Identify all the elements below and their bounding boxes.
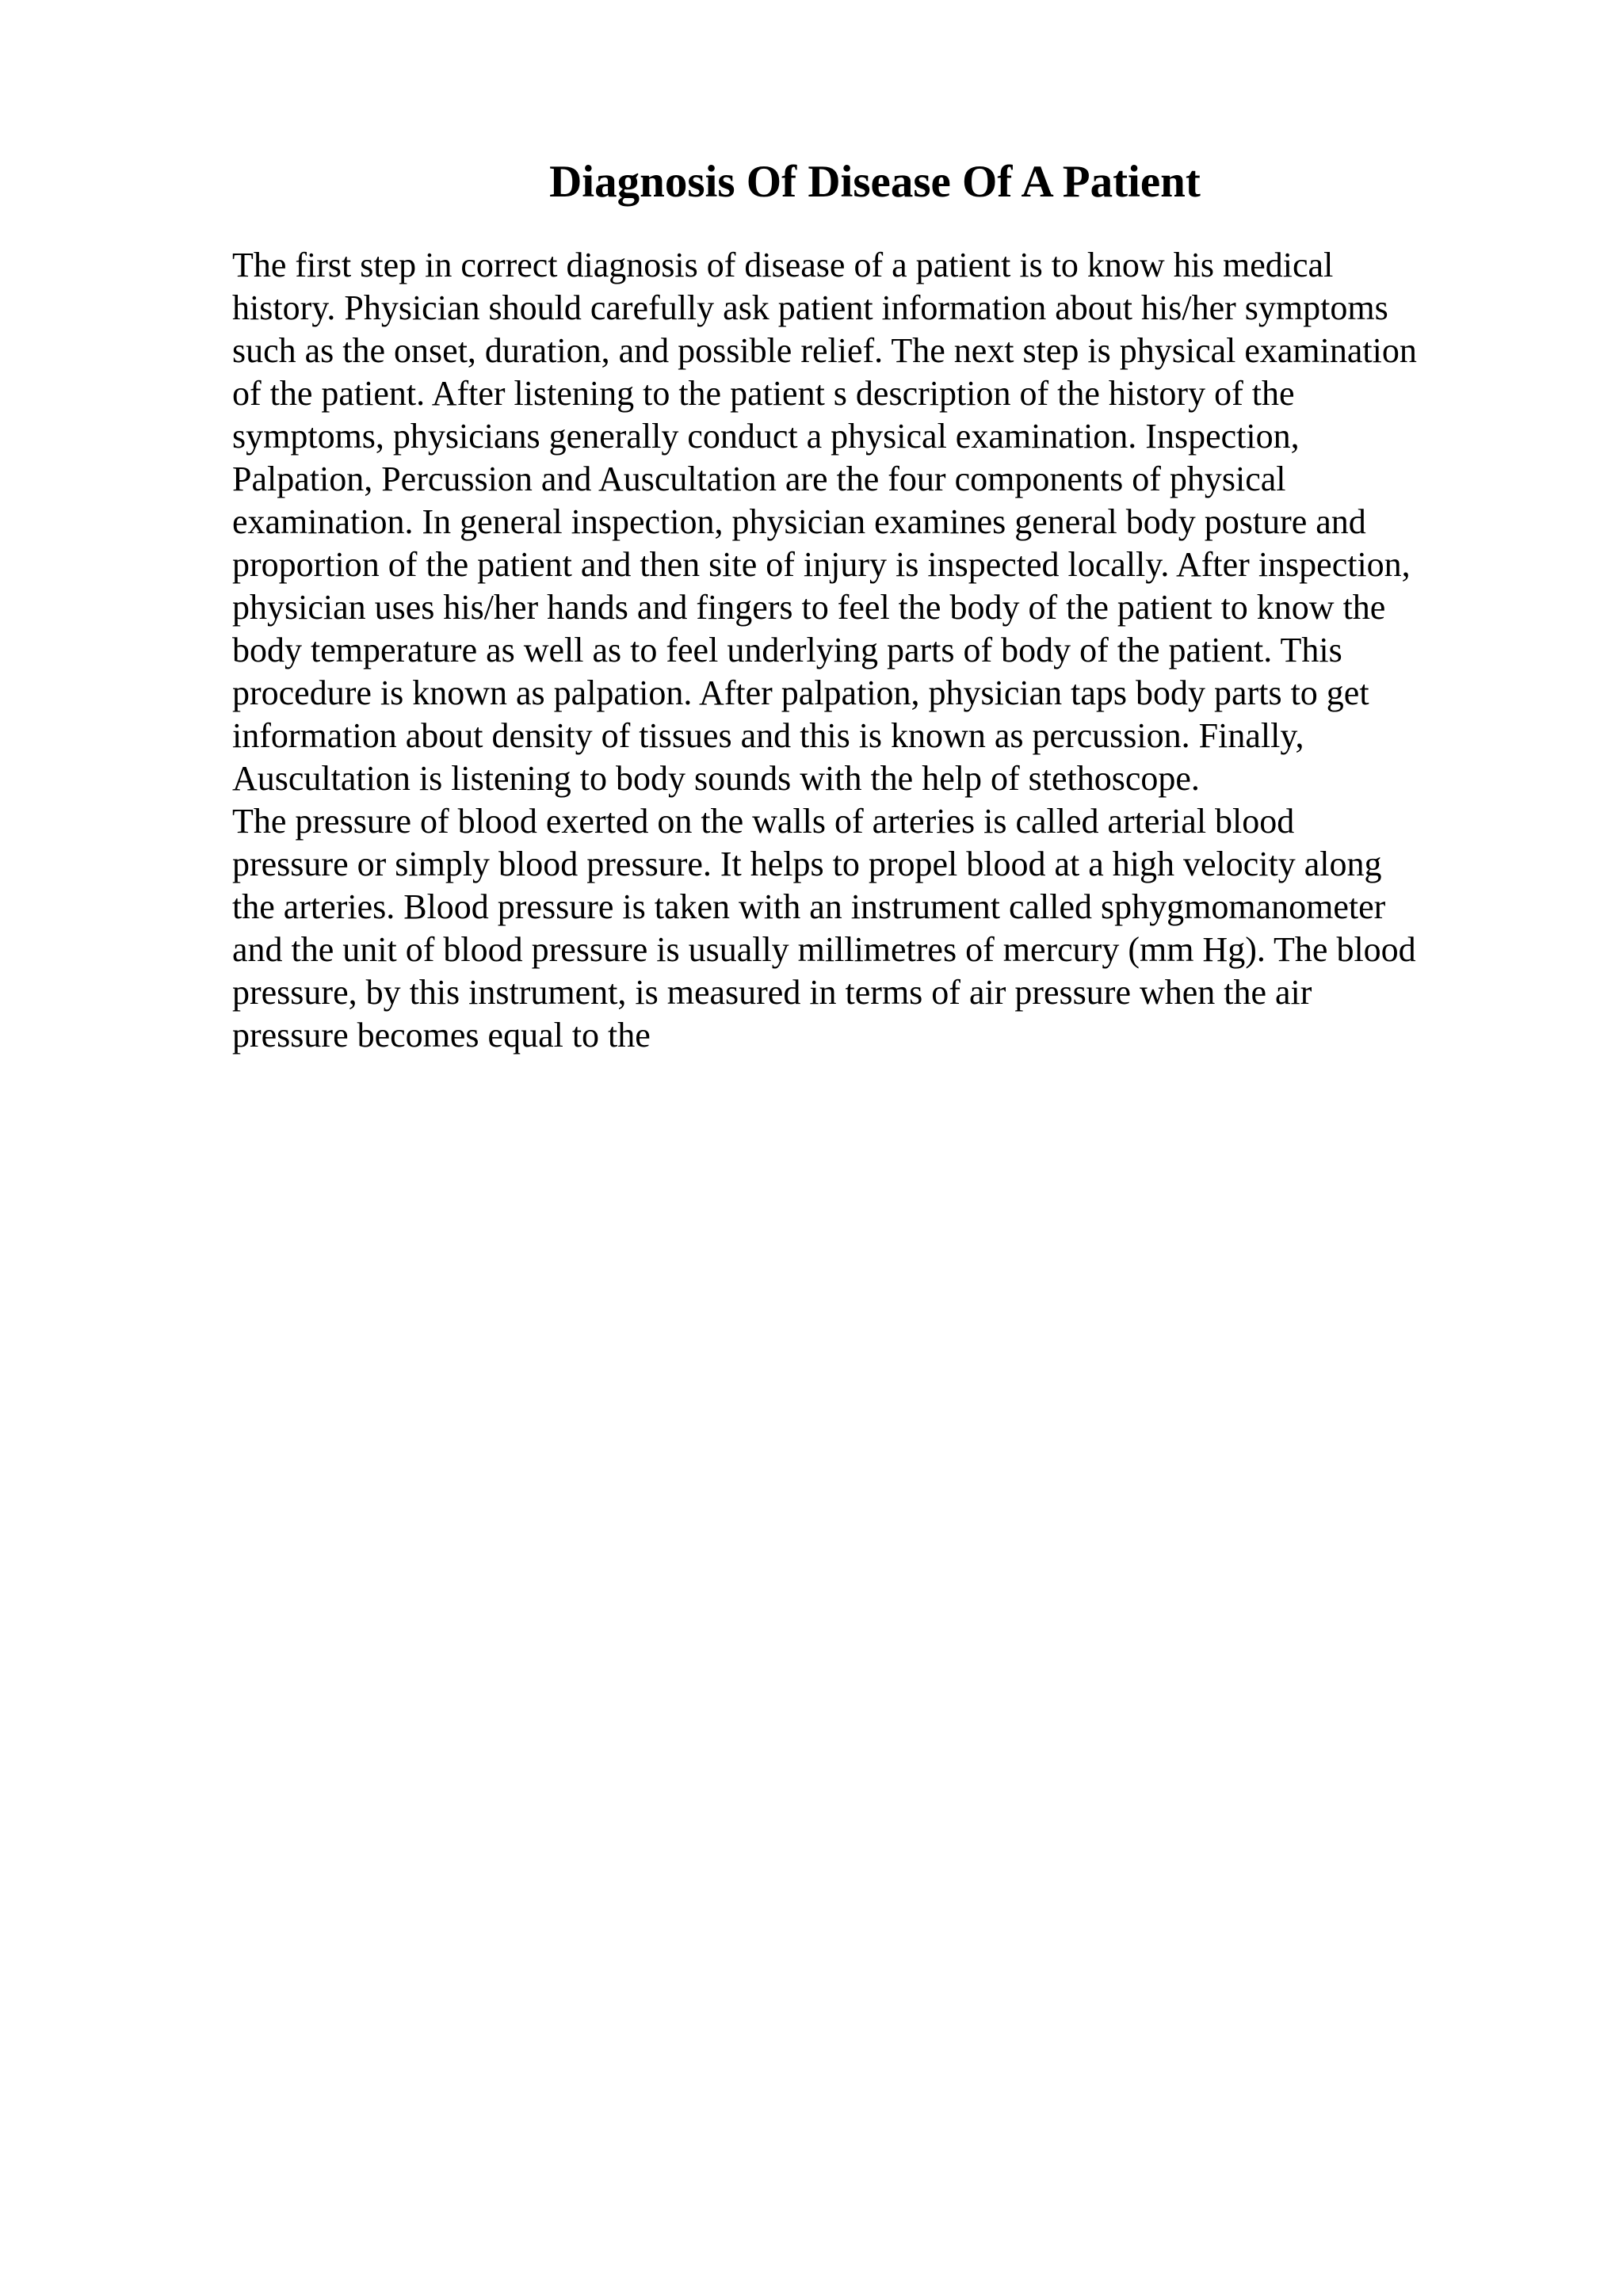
text-line: proportion of the patient and then site of injury is inspected locally. After inspection, bbox=[232, 545, 1411, 584]
text-line: Auscultation is listening to body sounds with the help of stethoscope. bbox=[232, 759, 1200, 798]
text-line: the arteries. Blood pressure is taken with an instrument called sphygmomanometer bbox=[232, 887, 1386, 926]
text-line: body temperature as well as to feel underlying parts of body of the patient. This bbox=[232, 631, 1342, 669]
text-line: pressure, by this instrument, is measured in terms of air pressure when the air bbox=[232, 973, 1312, 1012]
text-line: The first step in correct diagnosis of disease of a patient is to know his medical bbox=[232, 246, 1334, 284]
text-line: history. Physician should carefully ask patient information about his/her symptoms bbox=[232, 288, 1388, 327]
text-line: of the patient. After listening to the patient s description of the history of the bbox=[232, 374, 1295, 413]
text-line: Palpation, Percussion and Auscultation are the four components of physical bbox=[232, 460, 1286, 498]
text-line: symptoms, physicians generally conduct a physical examination. Inspection, bbox=[232, 417, 1300, 456]
text-line: The pressure of blood exerted on the walls of arteries is called arterial blood bbox=[232, 802, 1295, 841]
text-line: pressure becomes equal to the bbox=[232, 1016, 651, 1055]
body-text bbox=[232, 244, 1516, 1057]
text-line: pressure or simply blood pressure. It helps to propel blood at a high velocity along bbox=[232, 845, 1382, 883]
page-title: Diagnosis Of Disease Of A Patient bbox=[549, 157, 1201, 207]
text-line: procedure is known as palpation. After palpation, physician taps body parts to get bbox=[232, 673, 1369, 712]
text-line: examination. In general inspection, physician examines general body posture and bbox=[232, 502, 1366, 541]
text-line: physician uses his/her hands and fingers to feel the body of the patient to know the bbox=[232, 588, 1386, 627]
text-line: information about density of tissues and this is known as percussion. Finally, bbox=[232, 716, 1304, 755]
text-line: and the unit of blood pressure is usually millimetres of mercury (mm Hg). The blood bbox=[232, 930, 1416, 969]
text-line: such as the onset, duration, and possible relief. The next step is physical examination bbox=[232, 331, 1417, 370]
